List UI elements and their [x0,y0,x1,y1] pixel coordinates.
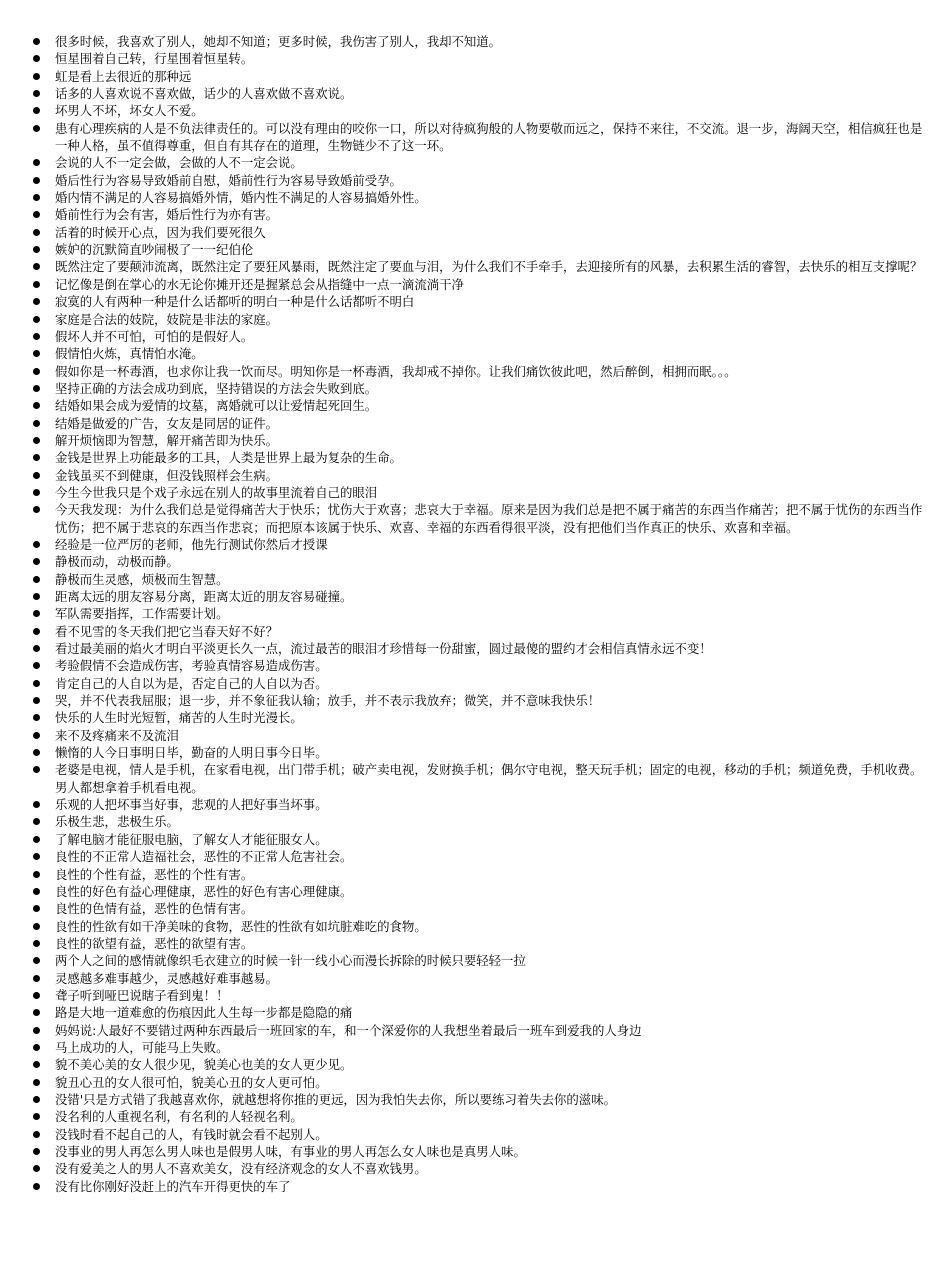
list-item: 既然注定了要颠沛流离，既然注定了要狂风暴雨，既然注定了要血与泪，为什么我们不手牵手，去迎接所有的风暴，去积累生活的睿智，去快乐的相互支撑呢？ [33,258,926,275]
list-item: 没名利的人重视名利，有名利的人轻视名利。 [33,1108,926,1125]
list-item: 老婆是电视，情人是手机，在家看电视，出门带手机；破产卖电视，发财换手机；偶尔守电视，整天玩手机；固定的电视，移动的手机；频道免费，手机收费。男人都想拿着手机看电视。 [33,761,926,796]
list-item: 记忆像是倒在掌心的水无论你摊开还是握紧总会从指缝中一点一滴流淌干净 [33,276,926,293]
list-item: 嫉妒的沉默简直吵闹极了一一纪伯伦 [33,241,926,258]
list-item: 距离太远的朋友容易分离，距离太近的朋友容易碰撞。 [33,588,926,605]
list-item: 寂寞的人有两种一种是什么话都听的明白一种是什么话都听不明白 [33,293,926,310]
list-item: 结婚如果会成为爱情的坟墓，离婚就可以让爱情起死回生。 [33,397,926,414]
list-item: 良性的好色有益心理健康，恶性的好色有害心理健康。 [33,883,926,900]
list-item: 假情怕火炼，真情怕水淹。 [33,345,926,362]
list-item: 没有爱美之人的男人不喜欢美女，没有经济观念的女人不喜欢钱男。 [33,1160,926,1177]
list-item: 两个人之间的感情就像织毛衣建立的时候一针一线小心而漫长拆除的时候只要轻轻一拉 [33,952,926,969]
list-item: 患有心理疾病的人是不负法律责任的。可以没有理由的咬你一口，所以对待疯狗般的人物要敬而远之，保持不来往，不交流。退一步，海阔天空，相信疯狂也是一种人格，虽不值得尊重，但自有其存在的道理，生物链少不了这一环。 [33,120,926,155]
list-item: 恒星围着自己转，行星围着恒星转。 [33,50,926,67]
list-item: 良性的个性有益，恶性的个性有害。 [33,866,926,883]
list-item: 婚后性行为容易导致婚前自慰，婚前性行为容易导致婚前受孕。 [33,172,926,189]
list-item: 静极而生灵感，烦极而生智慧。 [33,571,926,588]
list-item: 良性的色情有益，恶性的色情有害。 [33,900,926,917]
list-item: 没事业的男人再怎么男人味也是假男人味，有事业的男人再怎么女人味也是真男人味。 [33,1143,926,1160]
list-item: 金钱是世界上功能最多的工具，人类是世界上最为复杂的生命。 [33,449,926,466]
list-item: 乐观的人把坏事当好事，悲观的人把好事当坏事。 [33,796,926,813]
list-item: 乐极生悲，悲极生乐。 [33,813,926,830]
list-item: 没错'只是方式错了我越喜欢你，就越想将你推的更远，因为我怕失去你，所以要练习着失去你的滋味。 [33,1091,926,1108]
list-item: 聋子听到哑巴说瞎子看到鬼！！ [33,987,926,1004]
list-item: 懒惰的人今日事明日毕，勤奋的人明日事今日毕。 [33,744,926,761]
list-item: 解开烦恼即为智慧，解开痛苦即为快乐。 [33,432,926,449]
list-item: 军队需要指挥，工作需要计划。 [33,605,926,622]
list-item: 假坏人并不可怕，可怕的是假好人。 [33,328,926,345]
list-item: 貌不美心美的女人很少见，貌美心也美的女人更少见。 [33,1056,926,1073]
list-item: 静极而动，动极而静。 [33,553,926,570]
list-item: 没有比你刚好没赶上的汽车开得更快的车了 [33,1178,926,1195]
list-item: 良性的欲望有益，恶性的欲望有害。 [33,935,926,952]
list-item: 活着的时候开心点，因为我们要死很久 [33,224,926,241]
list-item: 假如你是一杯毒酒，也求你让我一饮而尽。明知你是一杯毒酒，我却戒不掉你。让我们痛饮彼此吧，然后醉倒，相拥而眠。。。 [33,363,926,380]
list-item: 路是大地一道难愈的伤痕因此人生每一步都是隐隐的痛 [33,1004,926,1021]
list-item: 哭，并不代表我屈服；退一步，并不象征我认输；放手，并不表示我放弃；微笑，并不意味我快乐！ [33,692,926,709]
list-item: 坏男人不坏，坏女人不爱。 [33,102,926,119]
list-item: 良性的性欲有如干净美味的食物，恶性的性欲有如坑脏难吃的食物。 [33,918,926,935]
list-item: 了解电脑才能征服电脑，了解女人才能征服女人。 [33,831,926,848]
list-item: 坚持正确的方法会成功到底，坚持错误的方法会失败到底。 [33,380,926,397]
list-item: 婚内情不满足的人容易搞婚外情，婚内性不满足的人容易搞婚外性。 [33,189,926,206]
list-item: 虹是看上去很近的那种远 [33,68,926,85]
list-item: 家庭是合法的妓院，妓院是非法的家庭。 [33,311,926,328]
list-item: 快乐的人生时光短暂，痛苦的人生时光漫长。 [33,709,926,726]
quote-list [33,33,926,1195]
list-item: 良性的不正常人造福社会，恶性的不正常人危害社会。 [33,848,926,865]
list-item: 结婚是做爱的广告，女友是同居的证件。 [33,415,926,432]
list-item: 金钱虽买不到健康，但没钱照样会生病。 [33,467,926,484]
list-item: 看不见雪的冬天我们把它当春天好不好？ [33,623,926,640]
list-item: 考验假情不会造成伤害，考验真情容易造成伤害。 [33,657,926,674]
list-item: 话多的人喜欢说不喜欢做，话少的人喜欢做不喜欢说。 [33,85,926,102]
list-item: 今生今世我只是个戏子永远在别人的故事里流着自己的眼泪 [33,484,926,501]
list-item: 肯定自己的人自以为是，否定自己的人自以为否。 [33,675,926,692]
list-item: 看过最美丽的焰火才明白平淡更长久一点，流过最苦的眼泪才珍惜每一份甜蜜，圆过最傻的盟约才会相信真情永远不变！ [33,640,926,657]
list-item: 貌丑心丑的女人很可怕，貌美心丑的女人更可怕。 [33,1074,926,1091]
list-item: 很多时候，我喜欢了别人，她却不知道；更多时候，我伤害了别人，我却不知道。 [33,33,926,50]
list-item: 婚前性行为会有害，婚后性行为亦有害。 [33,206,926,223]
list-item: 来不及疼痛来不及流泪 [33,727,926,744]
list-item: 灵感越多难事越少，灵感越好难事越易。 [33,970,926,987]
list-item: 会说的人不一定会做，会做的人不一定会说。 [33,154,926,171]
list-item: 经验是一位严厉的老师，他先行测试你然后才授课 [33,536,926,553]
list-item: 今天我发现：为什么我们总是觉得痛苦大于快乐；忧伤大于欢喜；悲哀大于幸福。原来是因为我们总是把不属于痛苦的东西当作痛苦；把不属于忧伤的东西当作忧伤；把不属于悲哀的东西当作悲哀；而把原本该属于快乐、欢喜、幸福的东西看得很平淡，没有把他们当作真正的快乐、欢喜和幸福。 [33,501,926,536]
list-item: 没钱时看不起自己的人，有钱时就会看不起别人。 [33,1126,926,1143]
list-item: 妈妈说:人最好不要错过两种东西最后一班回家的车，和一个深爱你的人我想坐着最后一班车到爱我的人身边 [33,1022,926,1039]
list-item: 马上成功的人，可能马上失败。 [33,1039,926,1056]
